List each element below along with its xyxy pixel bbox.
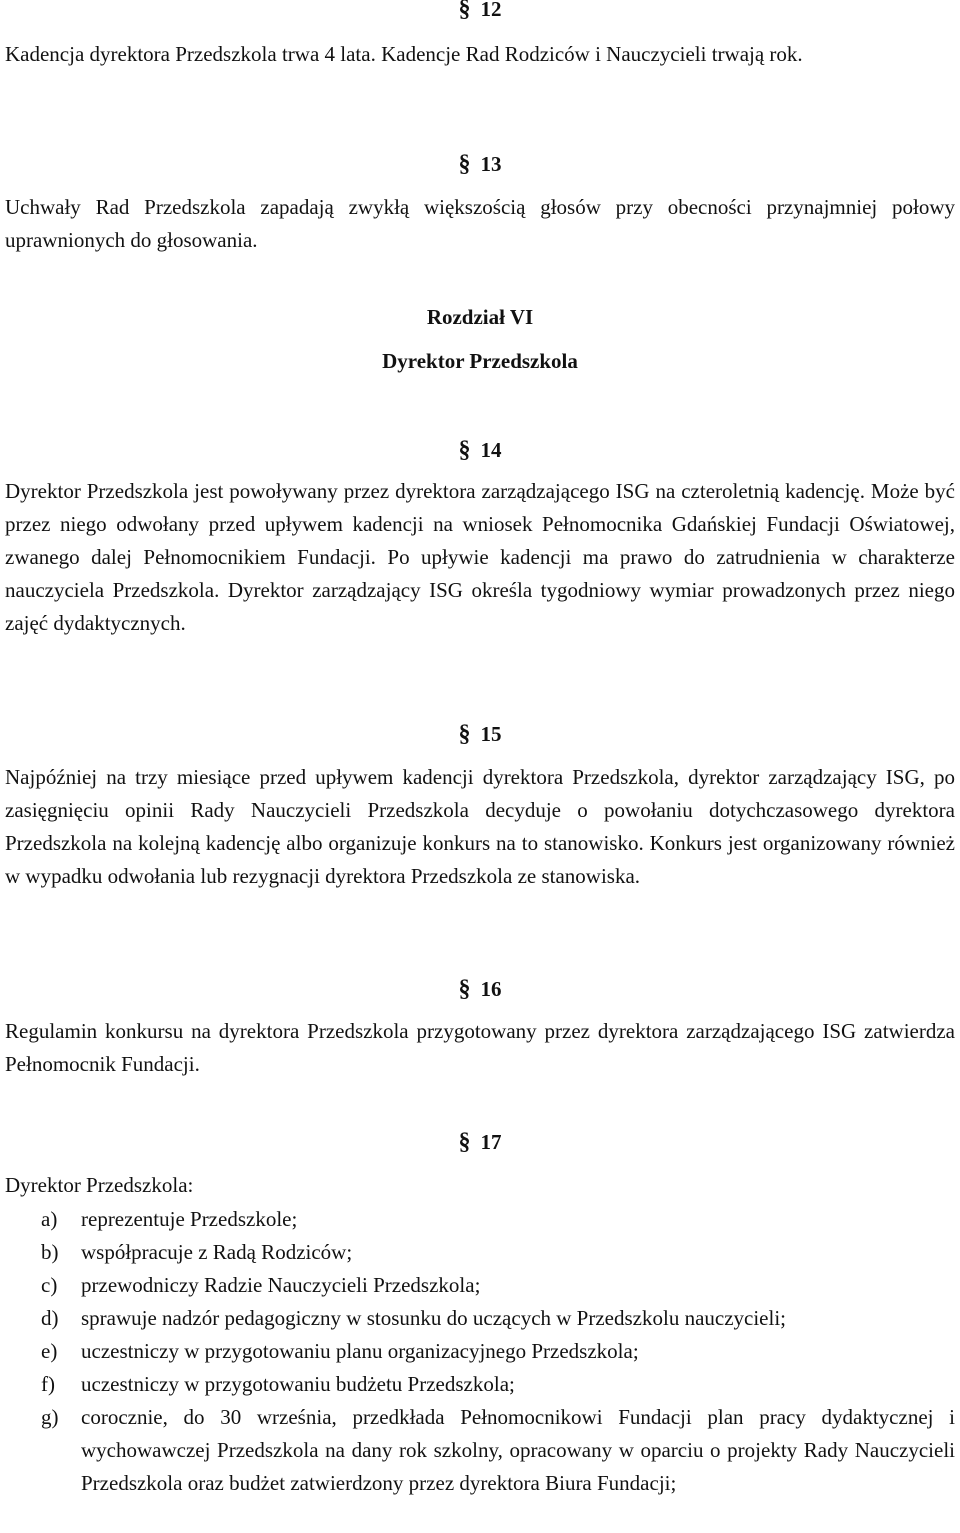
list-item-text: współpracuje z Radą Rodziców; [81,1240,353,1264]
section-sign: § [458,437,471,463]
section-sign: § [458,0,471,22]
section-number: 13 [480,152,502,176]
section-17-intro-text: Dyrektor Przedszkola: [5,1173,194,1197]
list-marker: f) [41,1372,55,1396]
section-15-paragraph: Najpóźniej na trzy miesiące przed upływem kadencji dyrektora Przedszkola, dyrektor zarządzający ISG, po zasięgnięciu opinii Rady Nauczycieli Przedszkola decyduje o powołaniu dotychczasowego dyrektora Przedszkola na kolejną kadencję albo organizuje konkurs na to stanowisko. Konkurs jest organizowany również w wypadku odwołania lub rezygnacji dyrektora Przedszkola ze stanowiska. [5,765,955,888]
list-item [5,1368,955,1401]
list-item [5,1236,955,1269]
section-sign: § [458,976,471,1002]
section-body-15 [5,761,955,893]
list-item-text: uczestniczy w przygotowaniu budżetu Przedszkola; [81,1372,515,1396]
list-item [5,1401,955,1500]
list-item-text: przewodniczy Radzie Nauczycieli Przedszkola; [81,1273,481,1297]
section-number: 17 [480,1130,502,1154]
list-marker: b) [41,1240,59,1264]
list-item [5,1269,955,1302]
section-sign: § [458,1129,471,1155]
duties-list [5,1203,955,1500]
section-12-paragraph: Kadencja dyrektora Przedszkola trwa 4 lata. Kadencje Rad Rodziców i Nauczycieli trwają rok. [5,42,803,66]
section-13-paragraph: Uchwały Rad Przedszkola zapadają zwykłą większością głosów przy obecności przynajmniej połowy uprawnionych do głosowania. [5,195,955,252]
section-body-14 [5,475,955,640]
section-heading-17 [0,1129,960,1155]
list-marker: e) [41,1339,58,1363]
section-heading-15 [0,721,960,747]
section-heading-13 [0,151,960,177]
list-item [5,1302,955,1335]
section-sign: § [458,151,471,177]
list-marker: c) [41,1273,58,1297]
list-item [5,1203,955,1236]
chapter-label: Rozdział VI [426,305,534,329]
section-number: 15 [480,722,502,746]
list-marker: g) [41,1405,59,1429]
section-number: 14 [480,438,502,462]
chapter-title: Dyrektor Przedszkola [382,349,578,373]
section-heading-16 [0,976,960,1002]
section-14-paragraph: Dyrektor Przedszkola jest powoływany przez dyrektora zarządzającego ISG na czteroletnią kadencję. Może być przez niego odwołany przed upływem kadencji na wniosek Pełnomocnika Gdańskiej Fundacji Oświatowej, zwanego dalej Pełnomocnikiem Fundacji. Po upływie kadencji ma prawo do zatrudnienia w charakterze nauczyciela Przedszkola. Dyrektor zarządzający ISG określa tygodniowy wymiar prowadzonych przez niego zajęć dydaktycznych. [5,479,955,635]
list-item-text: uczestniczy w przygotowaniu planu organizacyjnego Przedszkola; [81,1339,639,1363]
section-heading-12 [0,0,960,22]
section-body-16 [5,1015,955,1081]
section-16-paragraph: Regulamin konkursu na dyrektora Przedszkola przygotowany przez dyrektora zarządzającego ISG zatwierdza Pełnomocnik Fundacji. [5,1019,955,1076]
list-item-text: corocznie, do 30 września, przedkłada Pełnomocnikowi Fundacji plan pracy dydaktycznej i wychowawczej Przedszkola na dany rok szkolny, opracowany w oparciu o projekty Rady Nauczycieli Przedszkola oraz budżet zatwierdzony przez dyrektora Biura Fundacji; [81,1405,955,1495]
section-body-12 [5,38,955,71]
list-marker: a) [41,1207,58,1231]
section-number: 12 [480,0,502,21]
section-17-intro [5,1169,955,1202]
list-item-text: sprawuje nadzór pedagogiczny w stosunku do uczących w Przedszkolu nauczycieli; [81,1306,787,1330]
section-sign: § [458,721,471,747]
section-number: 16 [480,977,502,1001]
section-heading-14 [0,437,960,463]
list-item-text: reprezentuje Przedszkole; [81,1207,298,1231]
list-item [5,1335,955,1368]
list-marker: d) [41,1306,59,1330]
section-body-13 [5,191,955,257]
